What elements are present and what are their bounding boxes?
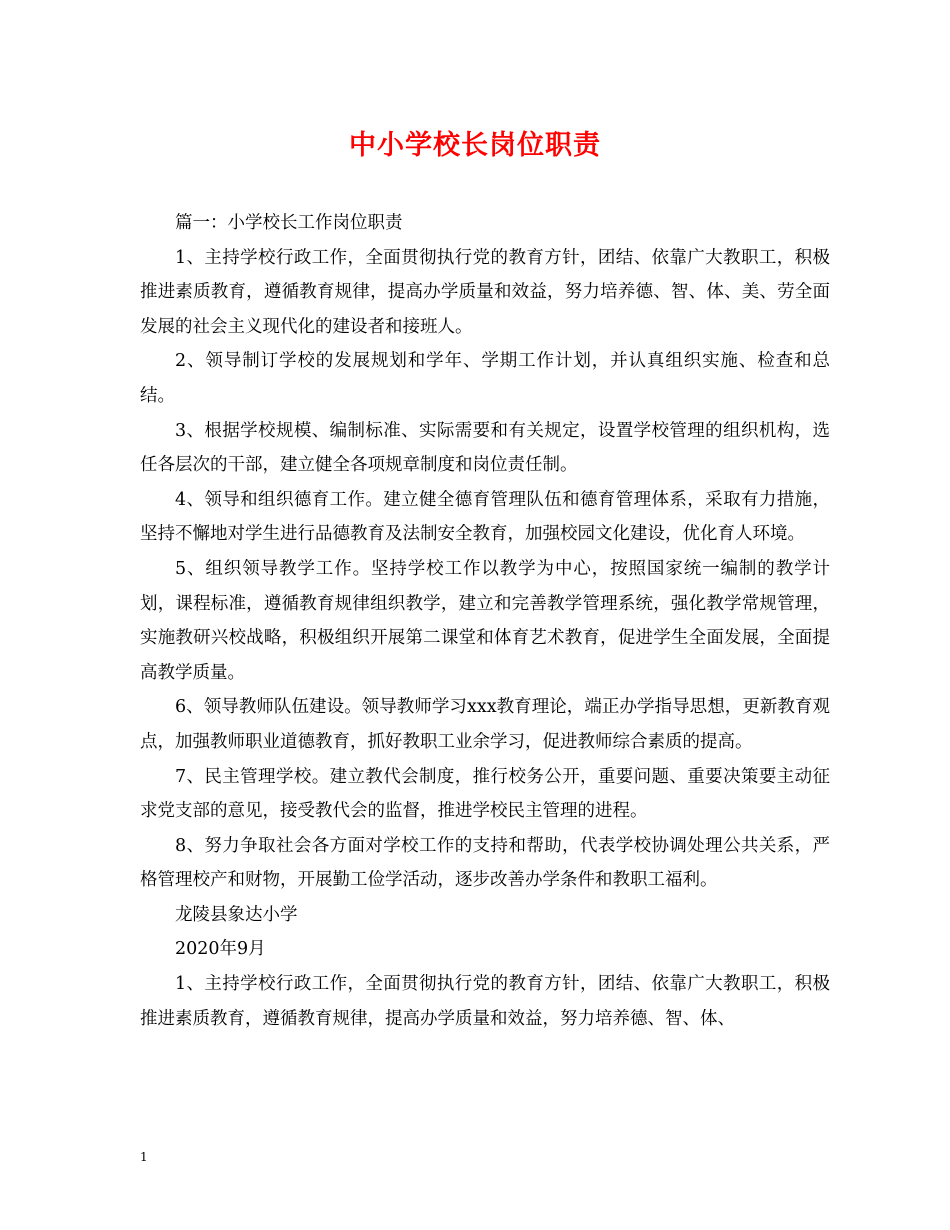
document-body xyxy=(140,206,830,1036)
paragraph-2: 2、领导制订学校的发展规划和学年、学期工作计划，并认真组织实施、检查和总结。 xyxy=(140,351,830,406)
date-line: 2020年9月 xyxy=(175,939,266,960)
section-heading: 篇一：小学校长工作岗位职责 xyxy=(175,213,403,233)
paragraph-4: 4、领导和组织德育工作。建立健全德育管理队伍和德育管理体系，采取有力措施，坚持不懈地对学生进行品德教育及法制安全教育，加强校园文化建设，优化育人环境。 xyxy=(140,489,830,545)
paragraph-6: 6、领导教师队伍建设。领导教师学习xxx教育理论，端正办学指导思想，更新教育观点，加强教师职业道德教育，抓好教职工业余学习，促进教师综合素质的提高。 xyxy=(140,697,830,752)
paragraph-repeat-1: 1、主持学校行政工作，全面贯彻执行党的教育方针，团结、依靠广大教职工，积极推进素质教育，遵循教育规律，提高办学质量和效益，努力培养德、智、体、 xyxy=(140,974,830,1029)
paragraph-7: 7、民主管理学校。建立教代会制度，推行校务公开，重要问题、重要决策要主动征求党支部的意见，接受教代会的监督，推进学校民主管理的进程。 xyxy=(140,766,830,822)
paragraph-5: 5、组织领导教学工作。坚持学校工作以教学为中心，按照国家统一编制的教学计划，课程标准，遵循教育规律组织教学，建立和完善教学管理系统，强化教学常规管理，实施教研兴校战略，积极组织开展第二课堂和体育艺术教育，促进学生全面发展，全面提高教学质量。 xyxy=(140,558,830,683)
paragraph-3: 3、根据学校规模、编制标准、实际需要和有关规定，设置学校管理的组织机构，选任各层次的干部，建立健全各项规章制度和岗位责任制。 xyxy=(140,420,830,476)
document-title: 中小学校长岗位职责 xyxy=(349,130,601,161)
page-number: 1 xyxy=(140,1150,148,1164)
paragraph-8: 8、努力争取社会各方面对学校工作的支持和帮助，代表学校协调处理公共关系，严格管理校产和财物，开展勤工俭学活动，逐步改善办学条件和教职工福利。 xyxy=(140,835,830,891)
paragraph-1: 1、主持学校行政工作，全面贯彻执行党的教育方针，团结、依靠广大教职工，积极推进素质教育，遵循教育规律，提高办学质量和效益，努力培养德、智、体、美、劳全面发展的社会主义现代化的建设者和接班人。 xyxy=(140,247,830,337)
school-name: 龙陵县象达小学 xyxy=(175,904,298,925)
